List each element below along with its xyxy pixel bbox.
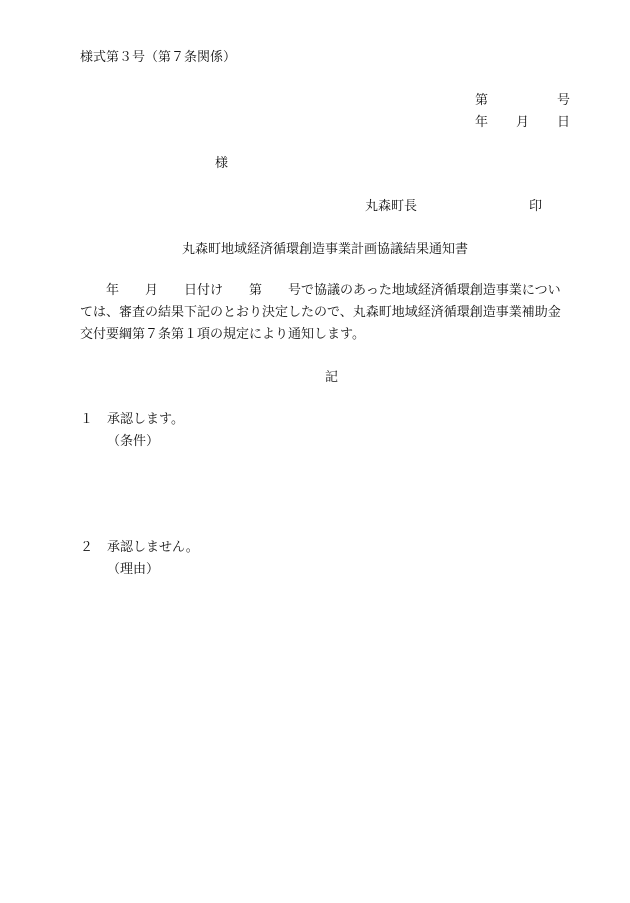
body-paragraph [80,280,590,346]
item-1-number: １ [80,412,94,427]
item-2-number: ２ [80,540,94,555]
date-day-label: 日 [557,115,571,130]
item-1-text: 承認します。 [107,412,184,427]
item-2-text: 承認しません。 [107,540,199,555]
body-line: 交付要綱第７条第１項の規定により通知します。 [80,327,365,342]
addressee-honorific: 様 [215,156,229,171]
ki-heading: 記 [325,370,339,385]
date-year-label: 年 [475,115,489,130]
item-2-reason-label: （理由） [107,562,160,577]
item-1-conditions-label: （条件） [107,434,160,449]
sender-title: 丸森町長 [365,199,418,214]
date-month-label: 月 [516,115,530,130]
reference-number-suffix: 号 [557,93,571,108]
form-number-label: 様式第３号（第７条関係） [80,50,237,65]
body-line: ては、審査の結果下記のとおり決定したので、丸森町地域経済循環創造事業補助金 [80,305,561,320]
seal-mark: 印 [529,199,543,214]
document-title: 丸森町地域経済循環創造事業計画協議結果通知書 [182,242,469,257]
reference-number-prefix: 第 [475,93,489,108]
body-line: 年 月 日付け 第 号で協議のあった地域経済循環創造事業につい [80,283,561,298]
